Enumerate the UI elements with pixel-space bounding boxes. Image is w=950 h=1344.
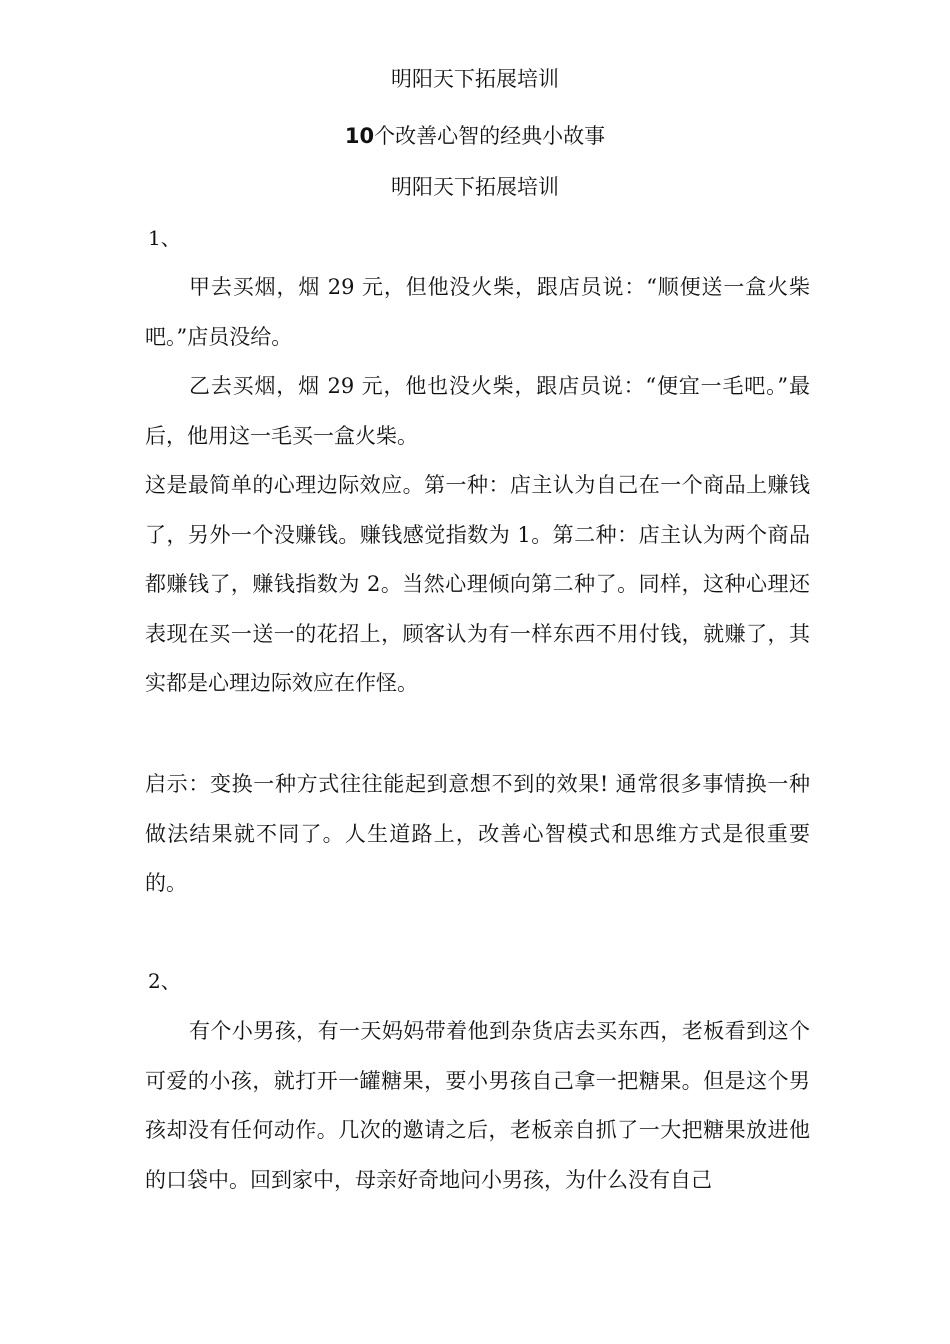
document-title bbox=[0, 121, 950, 151]
story-number: 2、 bbox=[148, 969, 181, 993]
title-number: 10 bbox=[344, 124, 375, 148]
story-1-insight: 启示：变换一种方式往往能起到意想不到的效果! 通常很多事情换一种做法结果就不同了。人生道路上，改善心智模式和思维方式是很重要的。 bbox=[145, 772, 810, 895]
story-1-paragraph-1: 甲去买烟，烟 29 元，但他没火柴，跟店员说：“顺便送一盒火柴吧。”店员没给。 bbox=[145, 275, 810, 349]
story-1-paragraph-2: 乙去买烟，烟 29 元，他也没火柴，跟店员说：“便宜一毛吧。”最后，他用这一毛买一盒火柴。 bbox=[145, 374, 810, 448]
story-2-paragraph-1: 有个小男孩，有一天妈妈带着他到杂货店去买东西，老板看到这个可爱的小孩，就打开一罐糖果，要小男孩自己拿一把糖果。但是这个男孩却没有任何动作。几次的邀请之后，老板亲自抓了一大把糖果放进他的口袋中。回到家中，母亲好奇地问小男孩，为什么没有自己 bbox=[145, 1019, 810, 1192]
header-line-repeat: 明阳天下拓展培训 bbox=[391, 175, 559, 199]
story-number: 1、 bbox=[148, 226, 181, 250]
story-1-body bbox=[145, 263, 810, 709]
title-text: 个改善心智的经典小故事 bbox=[374, 124, 606, 148]
story-1-paragraph-3: 这是最简单的心理边际效应。第一种：店主认为自己在一个商品上赚钱了，另外一个没赚钱。赚钱感觉指数为 1。第二种：店主认为两个商品都赚钱了，赚钱指数为 2。当然心理倾向第二种了。同样，这种心理还表现在买一送一的花招上，顾客认为有一样东西不用付钱，就赚了，其实都是心理边际效应在作怪。 bbox=[145, 473, 810, 695]
story-2-body bbox=[145, 1007, 810, 1205]
header-line: 明阳天下拓展培训 bbox=[391, 67, 559, 91]
